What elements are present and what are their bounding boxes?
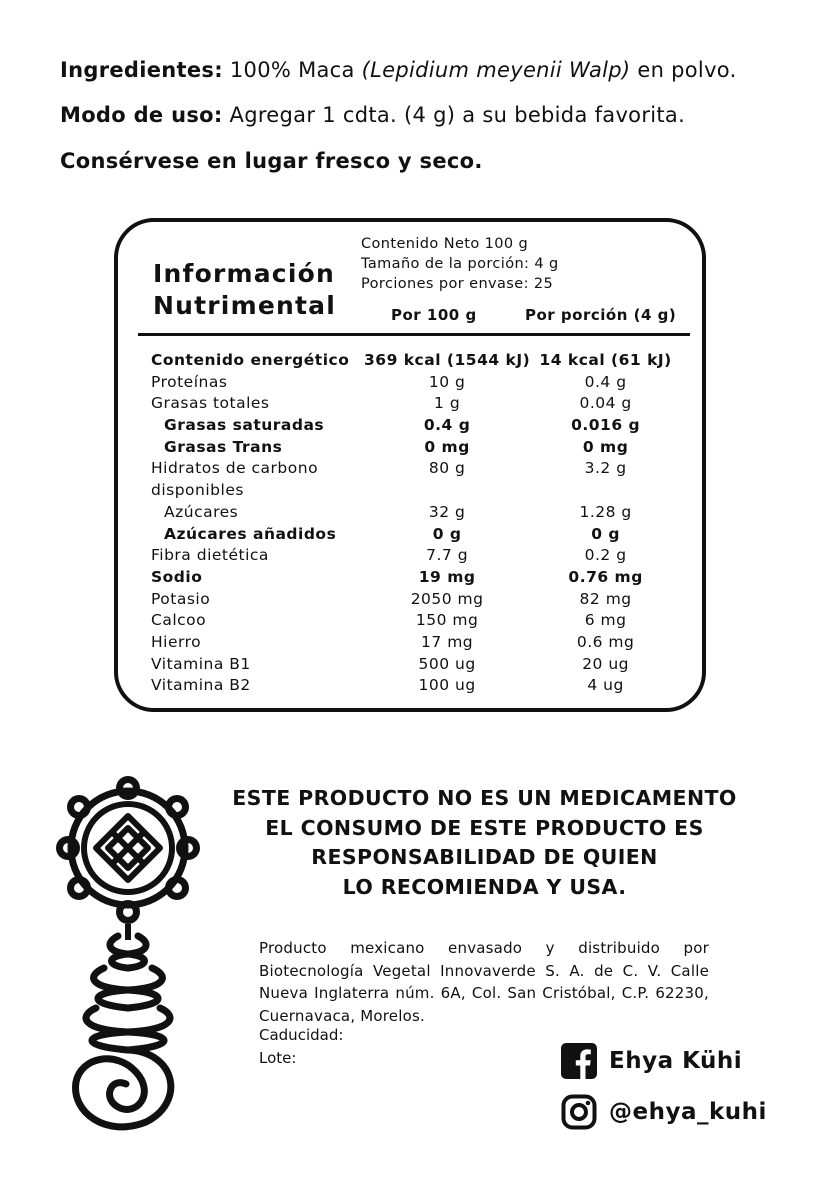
instagram-name: @ehya_kuhi (609, 1099, 767, 1125)
table-row (151, 590, 681, 612)
nutrient-name: Azúcares (164, 502, 239, 521)
column-header-perserving: Por porción (4 g) (525, 306, 677, 324)
nutrient-name: Vitamina B1 (151, 654, 251, 673)
value-per100: 0 g (432, 524, 462, 543)
distributor-info: Producto mexicano envasado y distribuido por Biotecnología Vegetal Innovaverde S. A. de C. V. Calle Nueva Inglaterra núm. 6A, Col. San Cristóbal, C.P. 62230, Cuernavaca, Morelos. (259, 939, 709, 1025)
value-per100: 32 g (428, 502, 466, 521)
warning-line2: EL CONSUMO DE ESTE PRODUCTO ES (265, 815, 704, 840)
value-perserving: 3.2 g (584, 459, 627, 478)
value-perserving: 0.2 g (584, 546, 627, 565)
ingredients-label: Ingredientes: (60, 58, 223, 82)
value-per100: 2050 mg (410, 589, 484, 608)
value-perserving: 4 ug (587, 676, 624, 695)
lot-label: Lote: (259, 1049, 297, 1067)
knot-emblem-icon (56, 772, 206, 1132)
nutrition-table (151, 351, 681, 698)
value-per100: 0 mg (424, 437, 470, 456)
table-row (151, 394, 681, 416)
nutrient-name: Hierro (151, 632, 202, 651)
ingredients-line (60, 58, 737, 82)
nutrient-name: Sodio (151, 567, 203, 586)
value-per100: 0.4 g (423, 416, 471, 435)
value-per100: 19 mg (418, 567, 476, 586)
table-row (151, 459, 681, 481)
value-perserving: 0.016 g (571, 416, 641, 435)
warning-line4: LO RECOMIENDA Y USA. (342, 874, 627, 899)
instagram-icon (561, 1094, 597, 1130)
table-row (151, 525, 681, 547)
nutrient-name: Azúcares añadidos (164, 524, 337, 543)
table-row (151, 546, 681, 568)
table-row (151, 438, 681, 460)
nutrition-title-line2: Nutrimental (153, 291, 336, 320)
table-row (151, 351, 681, 373)
nutrition-title (153, 258, 336, 322)
table-row (151, 481, 681, 503)
value-per100: 1 g (434, 394, 461, 413)
nutrient-name: Grasas Trans (164, 437, 283, 456)
serving-size: Tamaño de la porción: 4 g (361, 256, 559, 272)
instagram-handle[interactable] (561, 1092, 767, 1132)
warning-line1: ESTE PRODUCTO NO ES UN MEDICAMENTO (232, 786, 737, 810)
table-row (151, 611, 681, 633)
value-perserving: 0.04 g (579, 394, 632, 413)
value-perserving: 6 mg (584, 611, 627, 630)
value-per100: 500 ug (418, 654, 476, 673)
nutrient-name: Fibra dietética (151, 546, 269, 565)
usage-line (60, 103, 685, 127)
value-per100: 100 ug (418, 676, 476, 695)
nutrition-divider (138, 333, 690, 336)
value-perserving: 0.76 mg (568, 567, 643, 586)
value-per100: 369 kcal (1544 kJ) (364, 351, 531, 369)
facebook-handle[interactable] (561, 1041, 742, 1081)
ingredients-text-a: 100% Maca (222, 58, 362, 82)
column-header-per100: Por 100 g (391, 306, 477, 324)
value-per100: 150 mg (415, 611, 479, 630)
table-row (151, 633, 681, 655)
nutrient-name: Potasio (151, 589, 211, 608)
value-per100: 7.7 g (426, 546, 469, 565)
nutrient-name: Contenido energético (151, 351, 350, 369)
nutrient-name: Grasas saturadas (164, 416, 325, 435)
storage-line: Consérvese en lugar fresco y seco. (60, 149, 483, 173)
nutrient-name: Hidratos de carbono (151, 459, 319, 478)
value-perserving: 0.6 mg (576, 632, 635, 651)
warning-text (232, 784, 737, 902)
value-perserving: 0 g (591, 524, 620, 543)
nutrient-name: Grasas totales (151, 394, 270, 413)
value-per100: 10 g (428, 372, 466, 391)
table-row (151, 416, 681, 438)
nutrition-title-line1: Información (153, 259, 335, 288)
net-content: Contenido Neto 100 g (361, 236, 529, 252)
facebook-name: Ehya Kühi (609, 1048, 743, 1074)
value-perserving (530, 481, 681, 503)
nutrient-name: Vitamina B2 (151, 676, 251, 695)
ingredients-text-b: en polvo. (630, 58, 737, 82)
nutrition-meta (361, 234, 559, 294)
table-row (151, 568, 681, 590)
ingredients-scientific-name: (Lepidium meyenii Walp) (361, 58, 631, 82)
value-perserving: 14 kcal (61 kJ) (539, 351, 672, 369)
value-perserving: 0.4 g (584, 372, 627, 391)
table-row (151, 503, 681, 525)
usage-text: Agregar 1 cdta. (4 g) a su bebida favorita. (222, 103, 686, 127)
value-per100: 17 mg (421, 632, 474, 651)
usage-label: Modo de uso: (60, 103, 223, 127)
nutrient-name: Proteínas (151, 372, 228, 391)
expiry-label: Caducidad: (259, 1026, 344, 1044)
table-row (151, 373, 681, 395)
nutrient-name: Calcoo (151, 611, 207, 630)
nutrient-name: disponibles (151, 481, 244, 500)
value-per100: 80 g (428, 459, 466, 478)
value-perserving: 82 mg (579, 589, 632, 608)
value-perserving: 0 mg (582, 437, 629, 456)
table-row (151, 655, 681, 677)
value-perserving: 20 ug (582, 654, 630, 673)
facebook-icon (561, 1043, 597, 1079)
warning-line3: RESPONSABILIDAD DE QUIEN (311, 845, 658, 869)
value-perserving: 1.28 g (579, 502, 632, 521)
table-row (151, 676, 681, 698)
servings-per-container: Porciones por envase: 25 (361, 276, 554, 292)
value-per100 (364, 481, 530, 503)
